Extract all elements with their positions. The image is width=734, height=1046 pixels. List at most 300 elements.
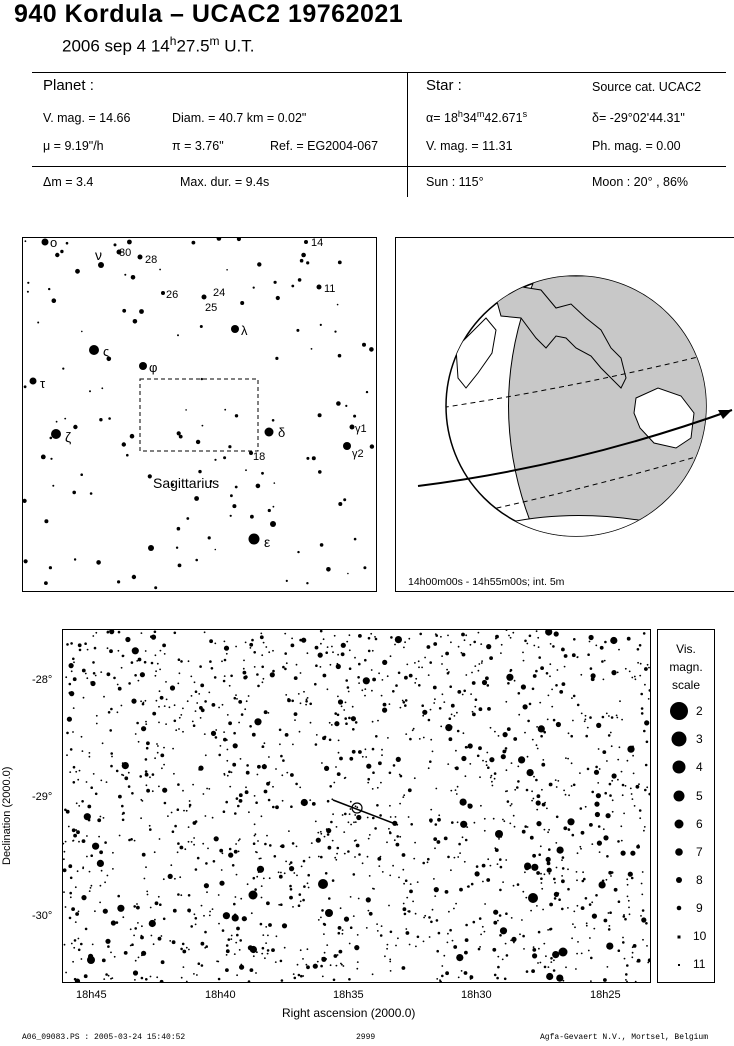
field-star [455,789,457,791]
field-star [78,841,80,843]
field-star [349,667,352,670]
field-star [245,642,247,644]
field-star [172,940,176,944]
field-star [212,817,214,819]
earth-globe-panel [395,237,734,592]
field-star [295,783,298,786]
field-star [234,850,238,854]
field-star [73,707,75,709]
field-star [327,646,329,648]
field-star [576,953,578,955]
field-star [547,831,549,833]
field-star [145,721,147,723]
field-star [500,652,502,654]
field-star [558,898,561,901]
table-mid-rule [32,166,726,167]
field-star [186,810,188,812]
field-star [358,663,361,666]
field-star [381,754,383,756]
field-star [254,718,261,725]
field-star [162,788,167,793]
field-star [631,956,633,958]
field-star [369,834,371,836]
field-star [598,825,601,828]
field-star [357,961,359,963]
field-star [461,633,465,637]
field-star [300,672,302,674]
star-label-30: 30 [119,247,132,259]
field-star [293,872,295,874]
finder-star [228,445,231,448]
field-star [553,719,556,722]
finder-star [274,281,277,284]
field-star [537,962,539,964]
field-star [570,735,573,738]
field-star [314,683,317,686]
field-star [506,674,513,681]
field-star [177,842,180,845]
field-star [356,844,360,848]
finder-star [198,470,201,473]
star-label-lambda: λ [241,323,248,338]
field-star [133,935,135,937]
finder-star [177,334,179,336]
field-star [219,849,223,853]
field-star [192,784,194,786]
field-star [285,694,287,696]
field-star [70,642,73,645]
field-star [233,903,236,906]
field-star [178,658,181,661]
field-star [470,978,472,980]
field-star [581,831,585,835]
field-star [555,842,557,844]
field-star [437,818,441,822]
field-star [450,790,452,792]
field-star [393,764,396,767]
field-star [190,676,192,678]
field-star [539,702,541,704]
field-star [486,764,488,766]
field-star [619,746,621,748]
field-star [487,766,490,769]
field-star [180,846,184,850]
finder-star [326,567,331,572]
field-star [438,814,440,816]
finder-star [117,580,120,583]
field-star [366,927,368,929]
legend-mag-11: 11 [693,957,706,971]
field-star [368,910,370,912]
field-star [231,935,233,937]
finder-star [334,331,336,333]
field-star [156,743,158,745]
field-star [398,877,400,879]
field-star [501,644,503,646]
field-star [103,978,105,980]
field-star [324,952,326,954]
field-star [296,664,298,666]
field-star [358,682,360,684]
field-star [374,827,377,830]
field-star-bright [87,956,95,964]
field-star [435,634,438,637]
field-star [291,700,294,703]
field-star [64,944,66,946]
field-star [424,915,426,917]
legend-dot-6 [675,820,684,829]
field-star [331,646,333,648]
field-star [517,766,519,768]
field-star [281,774,283,776]
field-star [203,915,205,917]
field-star [421,704,424,707]
field-star [134,674,137,677]
field-star [536,744,538,746]
finder-star [139,362,147,370]
field-star [272,650,274,652]
field-star [92,843,99,850]
field-star [486,644,491,649]
field-star [502,881,504,883]
field-star [529,703,532,706]
field-star [320,643,322,645]
field-star [249,643,253,647]
field-star [468,804,471,807]
field-star [478,948,481,951]
field-star [438,932,441,935]
field-star [276,935,278,937]
field-star [197,857,200,860]
field-star [234,697,237,700]
star-phmag: Ph. mag. = 0.00 [592,139,681,153]
field-star [65,906,67,908]
field-star [505,943,507,945]
field-star [111,920,116,925]
field-star [587,727,589,729]
field-star [285,733,289,737]
field-star [240,758,242,760]
field-star [406,664,408,666]
field-star [146,891,148,893]
field-star [245,786,247,788]
field-star [194,681,196,683]
field-star [303,860,306,863]
field-star [223,731,225,733]
field-star [63,891,65,893]
field-star [622,941,625,944]
finder-star [50,458,52,460]
field-star [475,871,480,876]
field-star [195,820,198,823]
finder-star [196,441,198,443]
field-star [188,949,190,951]
field-star [392,690,395,693]
field-star [164,653,166,655]
field-star [404,913,407,916]
field-star [97,860,104,867]
field-star [648,667,650,669]
field-star [155,901,159,905]
field-star [122,916,124,918]
event-date: 2006 sep 4 14$^h$27.5$^m$ U.T. [62,34,255,56]
field-star [198,693,200,695]
field-star [532,953,537,958]
field-star [65,972,67,974]
field-star [567,888,570,891]
field-star [146,784,148,786]
field-star [430,709,432,711]
field-star [641,883,643,885]
constellation-label: Sagittarius [153,475,220,491]
field-star [331,724,333,726]
field-star [236,974,238,976]
field-star [536,800,541,805]
star-label-11: 11 [324,283,336,295]
finder-star [230,494,233,497]
field-star [367,782,369,784]
field-star [394,644,396,646]
field-star [513,737,517,741]
field-star [640,663,642,665]
field-star [346,641,348,643]
field-star [557,847,564,854]
field-star [289,885,292,888]
field-star [524,863,531,870]
field-star [268,923,272,927]
field-star [589,937,591,939]
field-star [345,679,348,682]
field-star [320,856,323,859]
field-star [487,707,491,711]
field-star [465,938,469,942]
field-star [167,815,169,817]
field-star [274,855,277,858]
field-star [329,785,332,788]
field-star [262,934,264,936]
field-star [357,934,359,936]
field-star [270,672,275,677]
field-star [223,773,225,775]
field-star [427,645,431,649]
field-star [378,672,380,674]
legend-dot-10 [678,936,681,939]
field-star [221,660,223,662]
field-star [122,813,124,815]
field-star [315,646,319,650]
field-star [454,767,456,769]
field-star [494,778,496,780]
field-star [180,714,182,716]
field-star [372,721,374,723]
field-star [482,881,484,883]
field-star [640,693,643,696]
field-star [518,692,521,695]
field-star [131,792,134,795]
field-star [205,754,207,756]
field-star [407,910,409,912]
field-star [361,689,363,691]
field-star [622,794,624,796]
field-star [71,670,73,672]
field-star [367,817,369,819]
field-star [450,641,452,643]
field-star [206,788,208,790]
field-star [640,915,642,917]
field-star [337,696,339,698]
finder-star [185,409,187,411]
field-star [465,674,467,676]
field-star [286,662,288,664]
field-star [184,848,186,850]
field-star [565,794,567,796]
field-star [478,663,480,665]
field-star [509,670,511,672]
field-star [122,819,125,822]
field-star [232,864,235,867]
field-star [453,908,455,910]
field-star [381,925,383,927]
field-star [170,685,175,690]
field-star [161,767,163,769]
field-star [482,926,484,928]
field-star [188,841,190,843]
field-star [365,756,367,758]
ra-tick-1825: 18h25 [590,989,621,1001]
field-star [282,800,284,802]
field-star [364,659,367,662]
field-star [109,729,112,732]
field-star [400,707,402,709]
finder-star [338,502,342,506]
field-star [543,943,545,945]
finder-star [249,534,260,545]
field-star [556,975,563,982]
field-star [558,892,560,894]
star-label-delta: δ [278,425,286,440]
field-star [486,752,488,754]
field-star [612,799,614,801]
field-star [435,788,437,790]
field-star [458,977,460,979]
field-star [479,776,481,778]
field-star [548,829,550,831]
field-star [306,965,310,969]
field-star [540,962,542,964]
field-star [480,643,482,645]
field-star [531,864,538,871]
continent-antarctica [506,516,656,539]
field-star [596,793,601,798]
field-star [424,657,426,659]
field-star [104,881,106,883]
field-star [189,800,191,802]
field-star [618,949,621,952]
field-star [264,710,268,714]
field-star [69,663,74,668]
field-star [334,954,338,958]
field-star [150,907,152,909]
star-label-tau: τ [40,376,46,391]
field-star [80,943,83,946]
field-star [262,764,267,769]
field-star [337,847,340,850]
field-star [299,731,301,733]
field-star [461,652,463,654]
field-star [79,649,82,652]
planet-vmag: V. mag. = 14.66 [43,111,131,125]
field-star [447,942,449,944]
field-star [170,864,172,866]
field-star-bright [559,948,568,957]
field-star [472,713,476,717]
field-star [388,905,390,907]
field-star [107,945,110,948]
asteroid-track [333,800,398,825]
field-star [589,903,592,906]
field-star [621,840,623,842]
field-star [172,748,174,750]
field-star [546,672,549,675]
field-star [487,684,490,687]
field-star [639,817,641,819]
field-star [145,723,147,725]
field-star [284,633,286,635]
field-star [538,853,541,856]
field-star [222,704,224,706]
field-star [399,836,401,838]
field-star [549,873,551,875]
field-star [70,877,73,880]
field-star [142,853,146,857]
field-star [244,708,246,710]
field-star [292,744,294,746]
field-star [68,826,70,828]
field-star [631,677,633,679]
field-star [585,806,587,808]
field-star [564,666,566,668]
field-star [600,646,604,650]
field-star [152,773,155,776]
field-star [382,871,384,873]
field-star [457,821,459,823]
field-star [612,773,617,778]
field-star [226,944,229,947]
field-star [353,821,355,823]
field-star [451,714,453,716]
field-star [502,959,504,961]
field-star [92,661,95,664]
field-star [257,866,264,873]
field-star [235,646,237,648]
field-star [622,937,624,939]
field-star [73,947,75,949]
field-star [225,968,229,972]
field-star [174,632,177,635]
field-star [110,765,113,768]
field-star [603,978,607,982]
field-star [218,754,221,757]
field-star [174,878,176,880]
field-star [150,976,152,978]
field-star [173,909,177,913]
field-star [494,974,497,977]
field-star [405,733,407,735]
field-star [186,947,188,949]
star-vmag: V. mag. = 11.31 [426,139,513,153]
field-star [358,898,360,900]
ra-tick-1840: 18h40 [205,989,236,1001]
